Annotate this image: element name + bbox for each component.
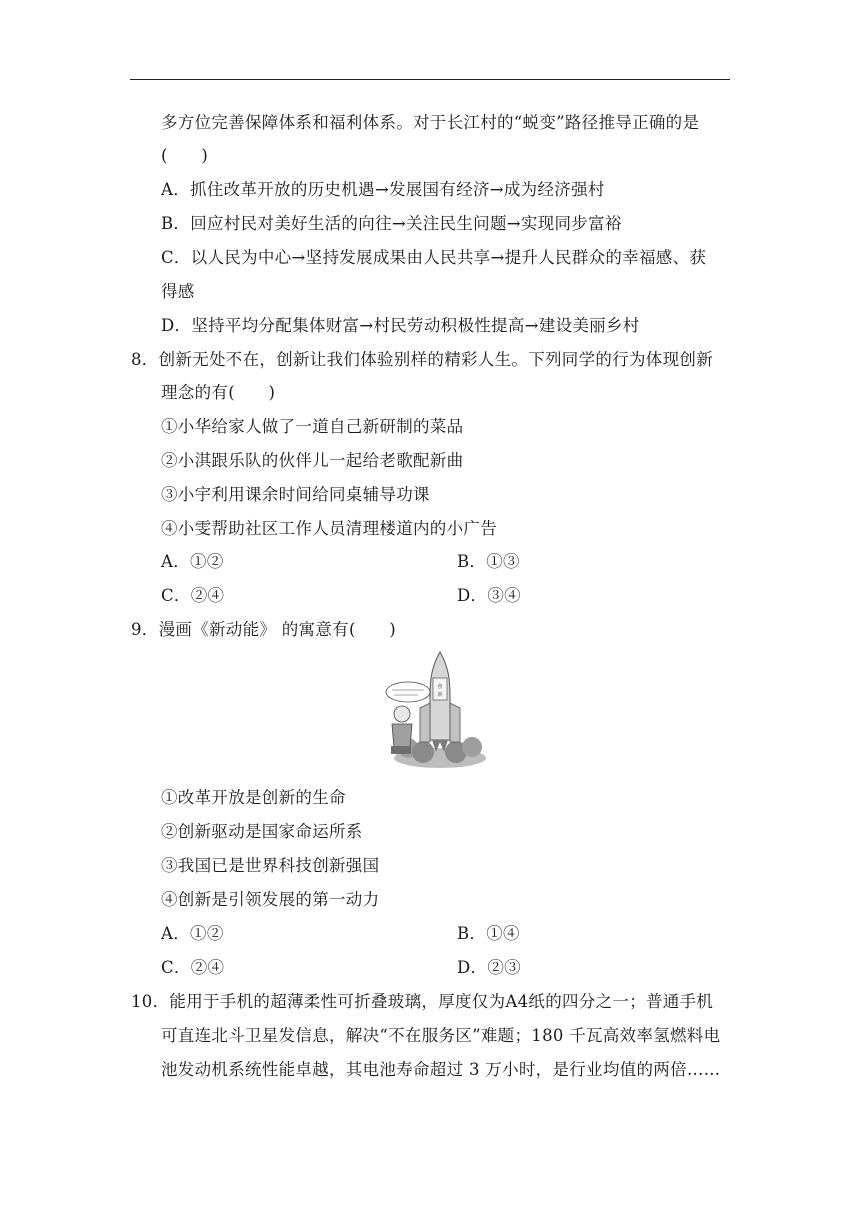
q7-answer-bracket: ( ) [161, 146, 209, 165]
q7-stem-continuation: 多方位完善保障体系和福利体系。对于长江村的“蜕变”路径推导正确的是 [161, 113, 700, 132]
q7-option-d[interactable]: D．坚持平均分配集体财富→村民劳动积极性提高→建设美丽乡村 [161, 316, 640, 335]
q9-choice-c[interactable]: C．②④ [161, 958, 225, 977]
rocket-cartoon-image [378, 648, 488, 773]
q7-option-a[interactable]: A．抓住改革开放的历史机遇→发展国有经济→成为经济强村 [161, 180, 605, 199]
q8-stem-line2: 理念的有( ) [161, 383, 276, 402]
q9-statement-3: ③我国已是世界科技创新强国 [161, 856, 380, 875]
svg-text:创: 创 [437, 684, 443, 690]
q7-option-c-wrap: 得感 [161, 282, 195, 301]
q8-statement-3: ③小宇利用课余时间给同桌辅导功课 [161, 485, 430, 504]
q8-statement-2: ②小淇跟乐队的伙伴儿一起给老歌配新曲 [161, 451, 464, 470]
q8-choice-b[interactable]: B．①③ [457, 552, 520, 571]
q9-choice-b[interactable]: B．①④ [457, 924, 520, 943]
q8-choice-d[interactable]: D．③④ [457, 586, 521, 605]
q8-stem: 8．创新无处不在，创新让我们体验别样的精彩人生。下列同学的行为体现创新 [131, 350, 713, 369]
q10-stem-line3: 池发动机系统性能卓越，其电池寿命超过 3 万小时，是行业均值的两倍…… [161, 1060, 721, 1079]
q9-statement-1: ①改革开放是创新的生命 [161, 788, 346, 807]
q9-choice-d[interactable]: D．②③ [457, 958, 521, 977]
header-rule [130, 79, 730, 80]
q7-option-c[interactable]: C．以人民为中心→坚持发展成果由人民共享→提升人民群众的幸福感、获 [161, 248, 707, 267]
q7-option-b[interactable]: B．回应村民对美好生活的向往→关注民生问题→实现同步富裕 [161, 214, 622, 233]
q9-choice-a[interactable]: A．①② [161, 924, 224, 943]
q8-statement-1: ①小华给家人做了一道自己新研制的菜品 [161, 417, 464, 436]
q10-stem-line2: 可直连北斗卫星发信息，解决“不在服务区”难题；180 千瓦高效率氢燃料电 [161, 1026, 721, 1045]
q9-statement-4: ④创新是引领发展的第一动力 [161, 890, 380, 909]
q10-stem-line1: 10．能用于手机的超薄柔性可折叠玻璃，厚度仅为A4纸的四分之一；普通手机 [131, 992, 714, 1011]
q8-statement-4: ④小雯帮助社区工作人员清理楼道内的小广告 [161, 519, 497, 538]
q9-stem: 9．漫画《新动能》 的寓意有( ) [131, 620, 397, 639]
q8-choice-a[interactable]: A．①② [161, 552, 224, 571]
q9-statement-2: ②创新驱动是国家命运所系 [161, 822, 363, 841]
svg-text:新: 新 [437, 692, 443, 698]
q8-choice-c[interactable]: C．②④ [161, 586, 225, 605]
